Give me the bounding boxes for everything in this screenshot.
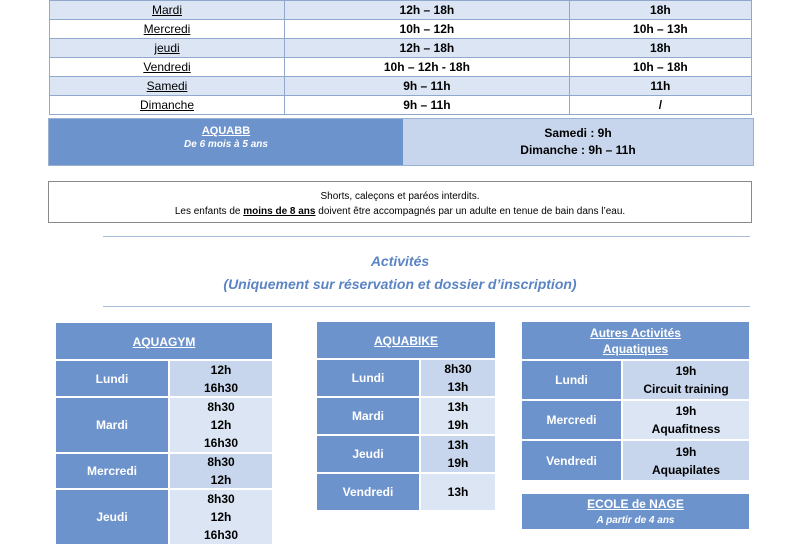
ecole-subtitle: A partir de 4 ans	[596, 515, 675, 526]
aquagym-time: 8h30	[207, 492, 235, 506]
aquabike-time: 13h	[447, 438, 469, 452]
aquagym-day: Mercredi	[55, 453, 169, 489]
notice-line2	[49, 204, 751, 219]
aquagym-time: 12h	[210, 418, 232, 432]
schedule-col2: 11h	[569, 77, 751, 96]
notice-line2-post: doivent être accompagnés par un adulte en tenue de bain dans l’eau.	[315, 206, 626, 217]
notice-line1: Shorts, caleçons et paréos interdits.	[320, 191, 480, 202]
aquagym-times	[169, 360, 273, 397]
ecole-box	[521, 493, 750, 530]
schedule-col2: 10h – 13h	[569, 20, 751, 39]
schedule-row	[50, 20, 752, 39]
autres-header	[521, 321, 750, 360]
schedule-col1: 9h – 11h	[285, 77, 570, 96]
aquabb-header	[49, 119, 403, 165]
aquabike-title: AQUABIKE	[373, 334, 438, 348]
schedule-col2: 10h – 18h	[569, 58, 751, 77]
schedule-row	[50, 77, 752, 96]
schedule-day: Mardi	[50, 1, 285, 20]
aquagym-times	[169, 453, 273, 489]
schedule-col2: 18h	[569, 1, 751, 20]
aquabike-time: 13h	[447, 400, 469, 414]
aquabike-times	[420, 473, 496, 511]
autres-row	[521, 360, 750, 400]
aquagym-day: Jeudi	[55, 489, 169, 545]
schedule-col1: 10h – 12h	[285, 20, 570, 39]
autres-title-l1: Autres Activités	[590, 326, 681, 340]
aquabb-line2: Dimanche : 9h – 11h	[520, 143, 636, 157]
autres-box	[521, 321, 750, 481]
aquabike-times	[420, 359, 496, 397]
schedule-row	[50, 1, 752, 20]
aquagym-time: 16h30	[203, 436, 239, 450]
ecole-header	[521, 493, 750, 530]
aquabike-time: 8h30	[444, 362, 472, 376]
schedule-day: jeudi	[50, 39, 285, 58]
aquagym-row	[55, 397, 273, 453]
aquagym-times	[169, 489, 273, 545]
schedule-day: Samedi	[50, 77, 285, 96]
autres-times	[622, 360, 750, 400]
schedule-day: Vendredi	[50, 58, 285, 77]
aquagym-row	[55, 489, 273, 545]
aquabb-box	[48, 118, 754, 166]
schedule-col1: 10h – 12h - 18h	[285, 58, 570, 77]
aquagym-header	[55, 322, 273, 360]
schedule-row	[50, 58, 752, 77]
aquabike-times	[420, 397, 496, 435]
aquabike-time: 13h	[447, 380, 469, 394]
autres-time: Circuit training	[643, 382, 729, 396]
notice-line2-pre: Les enfants de	[174, 206, 244, 217]
aquagym-time: 8h30	[207, 455, 235, 469]
autres-times	[622, 440, 750, 481]
autres-times	[622, 400, 750, 440]
schedule-day: Mercredi	[50, 20, 285, 39]
aquabike-day: Jeudi	[316, 435, 420, 473]
aquagym-time: 12h	[210, 510, 232, 524]
aquagym-times	[169, 397, 273, 453]
aquabike-row	[316, 359, 496, 397]
autres-day: Mercredi	[521, 400, 622, 440]
ecole-title: ECOLE de NAGE	[587, 497, 684, 511]
schedule-col2: 18h	[569, 39, 751, 58]
autres-title-l2: Aquatiques	[602, 342, 669, 356]
schedule-table	[49, 0, 752, 115]
aquabb-times	[403, 119, 753, 165]
aquabb-subtitle: De 6 mois à 5 ans	[184, 139, 268, 150]
schedule-col2: /	[569, 96, 751, 115]
aquabike-day: Mardi	[316, 397, 420, 435]
notice-line2-bold: moins de 8 ans	[243, 206, 316, 217]
aquabike-time: 19h	[447, 456, 469, 470]
autres-row	[521, 440, 750, 481]
aquabike-box	[316, 321, 496, 511]
schedule-col1: 12h – 18h	[285, 39, 570, 58]
divider-top	[103, 236, 750, 237]
schedule-col1: 9h – 11h	[285, 96, 570, 115]
schedule-col1: 12h – 18h	[285, 1, 570, 20]
aquagym-time: 16h30	[203, 380, 239, 395]
rules-notice	[48, 181, 752, 223]
aquagym-time: 8h30	[207, 400, 235, 414]
aquagym-day: Mardi	[55, 397, 169, 453]
autres-day: Lundi	[521, 360, 622, 400]
aquabike-time: 13h	[447, 485, 469, 499]
aquabike-row	[316, 473, 496, 511]
autres-time: 19h	[675, 404, 697, 418]
aquagym-day: Lundi	[55, 360, 169, 397]
aquabb-line1: Samedi : 9h	[544, 126, 612, 140]
aquagym-title: AQUAGYM	[132, 335, 196, 349]
aquabb-title: AQUABB	[201, 125, 251, 137]
aquabike-day: Vendredi	[316, 473, 420, 511]
autres-day: Vendredi	[521, 440, 622, 481]
schedule-row	[50, 96, 752, 115]
activities-subtitle: (Uniquement sur réservation et dossier d’inscription)	[223, 276, 577, 292]
aquabike-row	[316, 435, 496, 473]
aquabike-times	[420, 435, 496, 473]
autres-time: Aquapilates	[651, 462, 720, 477]
aquagym-row	[55, 360, 273, 397]
aquabike-day: Lundi	[316, 359, 420, 397]
aquabike-header	[316, 321, 496, 359]
activities-title: Activités	[370, 253, 430, 269]
autres-time: 19h	[675, 444, 697, 459]
autres-row	[521, 400, 750, 440]
aquabike-time: 19h	[447, 418, 469, 432]
autres-time: Aquafitness	[651, 422, 721, 436]
aquagym-box	[55, 322, 273, 545]
aquabike-row	[316, 397, 496, 435]
autres-time: 19h	[675, 364, 697, 378]
divider-bottom	[103, 306, 750, 307]
schedule-row	[50, 39, 752, 58]
aquagym-time: 16h30	[203, 528, 239, 542]
aquagym-row	[55, 453, 273, 489]
schedule-day: Dimanche	[50, 96, 285, 115]
aquagym-time: 12h	[210, 473, 232, 487]
aquagym-time: 12h	[210, 362, 232, 377]
